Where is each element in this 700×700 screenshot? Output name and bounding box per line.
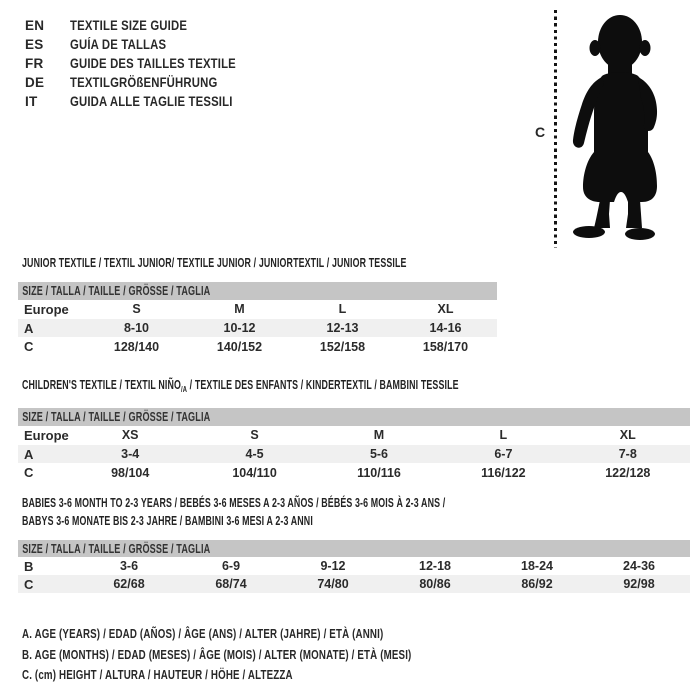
row-label: Europe (24, 427, 69, 443)
size-table-row (18, 337, 497, 356)
size-header-bar: SIZE / TALLA / TAILLE / GRÖSSE / TAGLIA (18, 408, 690, 426)
junior-size-table (18, 300, 497, 356)
size-value-cell: M (234, 302, 245, 317)
babies-textile-title (22, 494, 476, 530)
title-text: BABYS 3-6 MONATE BIS 2-3 JAHRE / BAMBINI 3-6 MESI A 2-3 ANNI (22, 513, 313, 528)
row-label: A (24, 320, 34, 336)
size-value-cell: 10-12 (223, 321, 256, 336)
size-value-cell: 8-10 (123, 321, 150, 336)
size-table-row (18, 557, 690, 575)
size-value-cell: 122/128 (605, 465, 651, 480)
language-title: GUÍA DE TALLAS (70, 37, 167, 52)
size-value-cell: L (338, 302, 347, 317)
language-list (25, 18, 268, 113)
language-title: TEXTILE SIZE GUIDE (70, 18, 188, 33)
size-value-cell: 92/98 (623, 577, 655, 591)
size-table-row (18, 300, 497, 319)
language-title: GUIDA ALLE TAGLIE TESSILI (70, 94, 233, 109)
size-value-cell: 140/152 (216, 339, 263, 354)
size-header-bar: SIZE / TALLA / TAILLE / GRÖSSE / TAGLIA (18, 282, 497, 300)
size-value-cell: 128/140 (113, 339, 160, 354)
size-value-cell: 74/80 (317, 577, 349, 591)
size-value-cell: M (373, 428, 385, 443)
size-value-cell: 80/86 (419, 577, 451, 591)
size-table-row (18, 445, 690, 464)
language-row-es (25, 37, 268, 56)
row-label: C (24, 576, 34, 592)
language-row-fr (25, 56, 268, 75)
footnote-height-cm: C. (cm) HEIGHT / ALTURA / HAUTEUR / HÖHE / ALTEZZA (22, 668, 293, 683)
size-value-cell: XL (619, 428, 636, 443)
junior-textile-title (22, 255, 407, 270)
row-label: A (24, 446, 34, 462)
row-label: Europe (24, 301, 69, 317)
size-value-cell: 4-5 (245, 447, 264, 462)
size-value-cell: 86/92 (521, 577, 553, 591)
row-label: B (24, 558, 34, 574)
size-value-cell: 18-24 (521, 559, 553, 573)
size-value-cell: 24-36 (623, 559, 655, 573)
language-title: TEXTILGRÖßENFÜHRUNG (70, 75, 218, 90)
size-value-cell: 14-16 (429, 321, 462, 336)
babies-size-table (18, 557, 690, 593)
size-value-cell: 9-12 (320, 559, 346, 573)
language-row-de (25, 75, 268, 94)
childrens-size-table (18, 426, 690, 482)
size-value-cell: 152/158 (319, 339, 366, 354)
size-table-row (18, 426, 690, 445)
size-table-row (18, 319, 497, 338)
size-value-cell: XL (437, 302, 454, 317)
size-value-cell: 98/104 (111, 465, 150, 480)
babies-textile-section (18, 494, 690, 593)
height-marker-label: C (535, 124, 546, 140)
size-value-cell: XS (121, 428, 139, 443)
toddler-silhouette-icon (562, 10, 682, 246)
language-code: FR (25, 56, 44, 71)
language-row-en (25, 18, 268, 37)
size-value-cell: 6-9 (221, 559, 241, 573)
size-value-cell: 3-6 (119, 559, 139, 573)
size-value-cell: 3-4 (121, 447, 140, 462)
language-code: IT (25, 94, 38, 109)
language-code: ES (25, 37, 44, 52)
language-row-it (25, 94, 268, 113)
size-value-cell: 68/74 (215, 577, 247, 591)
title-subscript: /A (181, 384, 188, 394)
language-code: DE (25, 75, 45, 90)
title-text: JUNIOR TEXTILE / TEXTIL JUNIOR/ TEXTILE JUNIOR / JUNIORTEXTIL / JUNIOR TESSILE (22, 255, 407, 270)
size-value-cell: 7-8 (618, 447, 637, 462)
size-value-cell: 110/116 (357, 465, 401, 480)
title-text: BABIES 3-6 MONTH TO 2-3 YEARS / BEBÉS 3-6 MESES A 2-3 AÑOS / BÉBÉS 3-6 MOIS À 2-3 ANS / (22, 495, 446, 510)
size-value-cell: S (132, 302, 141, 317)
size-value-cell: L (499, 428, 508, 443)
size-value-cell: 12-18 (419, 559, 451, 573)
childrens-textile-section (18, 377, 690, 482)
size-value-cell: 104/110 (232, 465, 277, 480)
title-text: / TEXTILE DES ENFANTS / KINDERTEXTIL / BAMBINI TESSILE (187, 377, 459, 392)
size-value-cell: 6-7 (494, 447, 513, 462)
size-header-bar: SIZE / TALLA / TAILLE / GRÖSSE / TAGLIA (18, 540, 690, 557)
size-value-cell: 158/170 (422, 339, 469, 354)
size-value-cell: 116/122 (481, 465, 526, 480)
height-diagram (520, 4, 700, 250)
size-value-cell: 12-13 (326, 321, 359, 336)
row-label: C (24, 339, 34, 355)
footnotes (22, 624, 521, 686)
size-value-cell: 5-6 (369, 447, 389, 462)
size-table-row (18, 463, 690, 482)
size-value-cell: 62/68 (113, 577, 145, 591)
junior-textile-section (18, 255, 497, 356)
language-code: EN (25, 18, 45, 33)
footnote-age-years: A. AGE (YEARS) / EDAD (AÑOS) / ÂGE (ANS) / ALTER (JAHRE) / ETÀ (ANNI) (22, 627, 384, 641)
size-value-cell: S (250, 428, 259, 443)
row-label: C (24, 465, 34, 481)
childrens-textile-title (22, 377, 476, 397)
title-text: CHILDREN'S TEXTILE / TEXTIL NIÑO (22, 377, 182, 392)
language-title: GUIDE DES TAILLES TEXTILE (70, 56, 236, 71)
footnote-age-months: B. AGE (MONTHS) / EDAD (MESES) / ÂGE (MOIS) / ALTER (MONATE) / ETÀ (MESI) (22, 647, 412, 662)
size-table-row (18, 575, 690, 593)
height-dashed-line (554, 10, 557, 248)
